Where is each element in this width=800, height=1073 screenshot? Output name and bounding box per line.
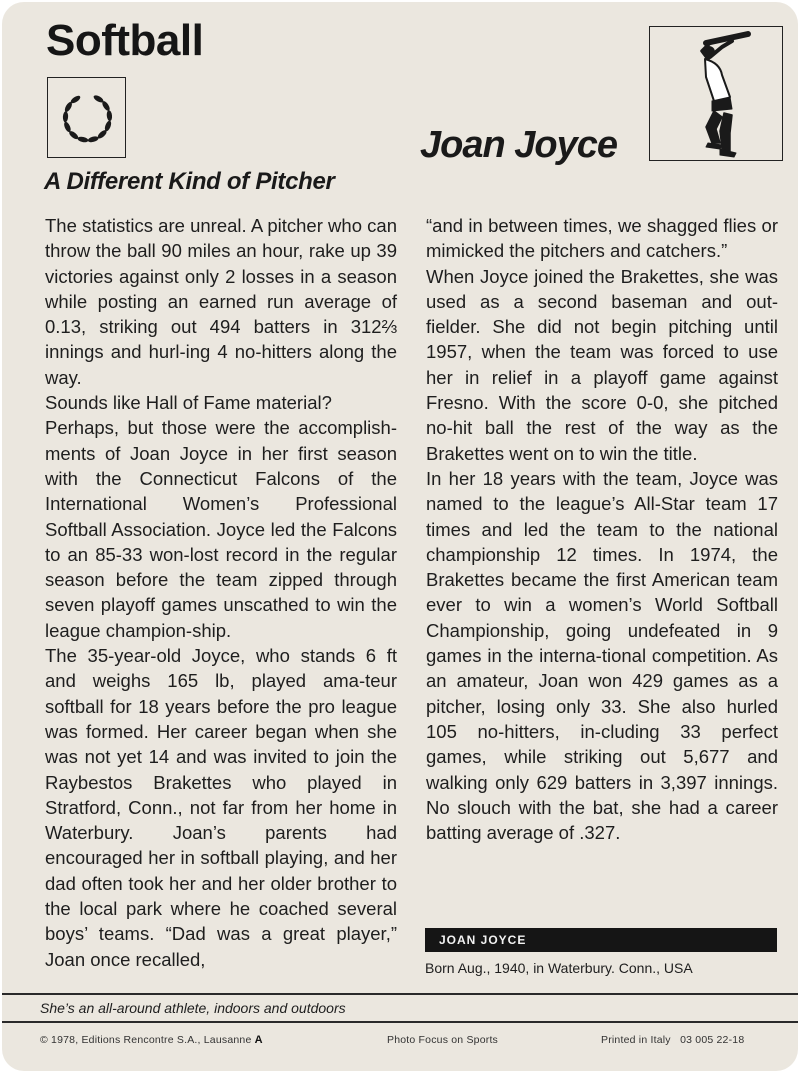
article-column-left: [45, 213, 397, 972]
copyright-text: © 1978, Editions Rencontre S.A., Lausanne: [40, 1034, 252, 1046]
divider: [2, 993, 798, 995]
wreath-leaf: [87, 135, 99, 143]
sport-title: Softball: [46, 16, 204, 65]
softball-batter-icon: [650, 27, 784, 162]
bio-birth-info: Born Aug., 1940, in Waterbury. Conn., USA: [425, 960, 693, 976]
paragraph: The statistics are unreal. A pitcher who can throw the ball 90 miles an hour, rake up 39 victories against only 2 losses in a season while posting an earned run average of 0.13, striking out 494 batters in 312⅔ innings and hurl-ing 4 no-hitters along the way.: [45, 215, 397, 388]
paragraph: When Joyce joined the Brakettes, she was used as a second baseman and out-fielder. She did not begin pitching until 1957, when the team was forced to use her in relief in a playoff game against Fresno. With the score 0-0, she pitched no-hit ball the rest of the way as the Brakettes went on to win the title.: [426, 265, 778, 464]
paragraph: In her 18 years with the team, Joyce was named to the league’s All-Star team 17 times and led the team to the national championship 12 times. In 1974, the Brakettes became the first American team ever to win a women’s World Softball Championship, going undefeated in 9 games in the interna-tional competition. As an amateur, Joan won 429 games as a pitcher, losing only 33. She also hurled 105 no-hitters, in-cluding 33 perfect games, while striking out 5,677 and walking only 629 batters in 3,397 innings. No slouch with the bat, she had a career batting average of .327.: [426, 467, 778, 844]
copyright-line: [40, 1034, 263, 1046]
emblem-frame: [47, 77, 126, 158]
player-name: Joan Joyce: [420, 124, 617, 166]
paragraph: Sounds like Hall of Fame material?: [45, 392, 332, 414]
article-column-right: [426, 213, 778, 845]
wreath-leaf: [63, 111, 69, 122]
article-subtitle: A Different Kind of Pitcher: [44, 168, 335, 195]
paragraph: “and in between times, we shagged flies or mimicked the pitchers and catchers.”: [426, 215, 778, 262]
laurel-wreath-icon: [48, 78, 127, 159]
pictogram-frame: [649, 26, 783, 161]
copyright-mark: A: [254, 1034, 263, 1046]
paragraph: Perhaps, but those were the accomplish-ments of Joan Joyce in her first season with the Connecticut Falcons of the International Women’s Professional Softball Association. Joyce led the Falcons to an 85-33 won-lost record in the regular season before the team zipped through seven playoff games unscathed to win the league champion-ship.: [45, 417, 397, 641]
photo-caption: She’s an all-around athlete, indoors and outdoors: [40, 1000, 346, 1016]
divider: [2, 1021, 798, 1023]
wreath-leaf: [77, 136, 89, 143]
wreath-leaf: [106, 110, 112, 121]
trading-card: [2, 2, 798, 1071]
paragraph: The 35-year-old Joyce, who stands 6 ft and weighs 165 lb, played ama-teur softball for 18 years before the pro league was formed. Her career began when she was not yet 14 and was invited to join the Raybestos Brakettes who played in Stratford, Conn., not far from her home in Waterbury. Joan’s parents had encouraged her in softball playing, and her dad often took her and her older brother to the local park where he coached several boys’ teams. “Dad was a great player,” Joan once recalled,: [45, 645, 397, 970]
photo-credit: Photo Focus on Sports: [387, 1034, 499, 1046]
bio-name-bar: JOAN JOYCE: [425, 928, 777, 952]
print-info: Printed in Italy 03 005 22-18: [601, 1034, 745, 1046]
